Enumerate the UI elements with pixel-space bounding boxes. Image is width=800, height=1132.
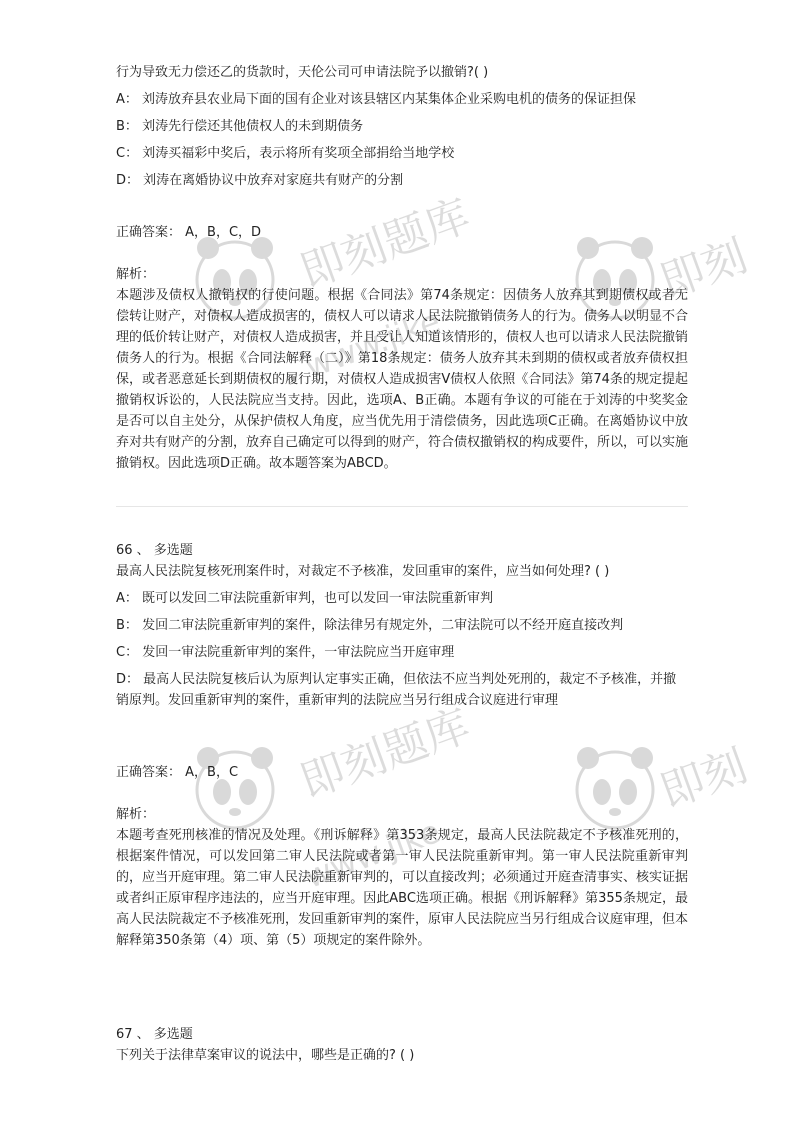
option-letter: C：: [116, 146, 139, 161]
analysis-66: [116, 804, 688, 951]
analysis-text: 本题考查死刑核准的情况及处理。《刑诉解释》第353条规定，最高人民法院裁定不予核准死刑的，根据案件情况，可以发回第二审人民法院或者第一审人民法院重新审判。第一审人民法院重新审判的，应当开庭审理。第二审人民法院重新审判的，可以直接改判；必须通过开庭查清事实、核实证据或者纠正原审程序违法的，应当开庭审理。因此ABC选项正确。根据《刑诉解释》第355条规定，最高人民法院裁定不予核准死刑，发回重新审判的案件，原审人民法院应当另行组成合议庭审理，但本解释第350条第（4）项、第（5）项规定的案件除外。: [116, 828, 689, 948]
option-letter: B：: [116, 618, 138, 633]
option-text: 刘涛在离婚协议中放弃对家庭共有财产的分割: [143, 173, 404, 188]
watermark-url: www.jike: [300, 811, 446, 896]
question-66: [116, 540, 688, 711]
option-b: [116, 615, 688, 636]
option-text: 既可以发回二审法院重新审判，也可以发回一审法院重新审判: [142, 591, 494, 606]
option-letter: A：: [116, 591, 138, 606]
option-text: 刘涛先行偿还其他债权人的未到期债务: [142, 119, 364, 134]
correct-answer: 正确答案： A，B，C，D: [116, 225, 262, 240]
option-b: [116, 116, 688, 137]
option-c: [116, 642, 688, 663]
correct-answer: 正确答案： A，B，C: [116, 765, 239, 780]
analysis-text: 本题涉及债权人撤销权的行使问题。根据《合同法》第74条规定：因债务人放弃其到期债权或者无偿转让财产，对债权人造成损害的，债权人可以请求人民法院撤销债务人的行为。债务人以明显不合理的低价转让财产，对债权人造成损害，并且受让人知道该情形的，债权人也可以请求人民法院撤销债务人的行为。根据《合同法解释（二）》第18条规定：债务人放弃其未到期的债权或者放弃债权担保，或者恶意延长到期债权的履行期，对债权人造成损害V债权人依照《合同法》第74条的规定提起撤销权诉讼的，人民法院应当支持。因此，选项A、B正确。本题有争议的可能在于刘涛的中奖奖金是否可以自主处分，从保护债权人角度，应当优先用于清偿债务，因此选项C正确。在离婚协议中放弃对共有财产的分割，放弃自己确定可以得到的财产，符合债权撤销权的构成要件，所以，可以实施撤销权。因此选项D正确。故本题答案为ABCD。: [116, 288, 689, 471]
option-letter: D：: [116, 173, 140, 188]
question-stem: 最高人民法院复核死刑案件时，对裁定不予核准，发回重审的案件，应当如何处理? ( ): [116, 564, 610, 579]
answer-66: [116, 762, 688, 783]
question-stem: 行为导致无力偿还乙的货款时，天伦公司可申请法院予以撤销?( ): [116, 65, 489, 80]
option-d: [116, 170, 688, 191]
watermark-url: www.jike: [300, 301, 446, 386]
question-header: 66 、 多选题: [116, 543, 193, 558]
option-c: [116, 143, 688, 164]
question-stem: 下列关于法律草案审议的说法中，哪些是正确的? ( ): [116, 1048, 415, 1063]
watermark-brand-partial: 即刻: [653, 230, 754, 309]
analysis-65: [116, 264, 688, 474]
question-67: [116, 1024, 688, 1066]
option-text: 发回二审法院重新审判的案件，除法律另有规定外，二审法院可以不经开庭直接改判: [142, 618, 624, 633]
question-65: [116, 62, 688, 191]
option-a: [116, 89, 688, 110]
answer-65: [116, 222, 688, 243]
option-d: [116, 669, 688, 711]
option-text: 最高人民法院复核后认为原判认定事实正确，但依法不应当判处死刑的，裁定不予核准，并撤销原判。发回重新审判的案件，重新审判的法院应当另行组成合议庭进行审理: [116, 672, 677, 708]
question-header: 67 、 多选题: [116, 1027, 193, 1042]
option-letter: B：: [116, 119, 138, 134]
analysis-label: 解析：: [116, 267, 156, 282]
option-text: 刘涛放弃县农业局下面的国有企业对该县辖区内某集体企业采购电机的债务的保证担保: [142, 92, 637, 107]
divider: [116, 506, 688, 507]
option-text: 发回一审法院重新审判的案件，一审法院应当开庭审理: [142, 645, 455, 660]
analysis-label: 解析：: [116, 807, 156, 822]
option-letter: A：: [116, 92, 138, 107]
option-letter: C：: [116, 645, 139, 660]
option-letter: D：: [116, 672, 140, 687]
option-a: [116, 588, 688, 609]
watermark-brand: 即刻题库: [293, 700, 477, 809]
option-text: 刘涛买福彩中奖后，表示将所有奖项全部捐给当地学校: [142, 146, 455, 161]
watermark-brand: 即刻题库: [293, 190, 477, 299]
watermark-brand-partial: 即刻: [653, 740, 754, 819]
